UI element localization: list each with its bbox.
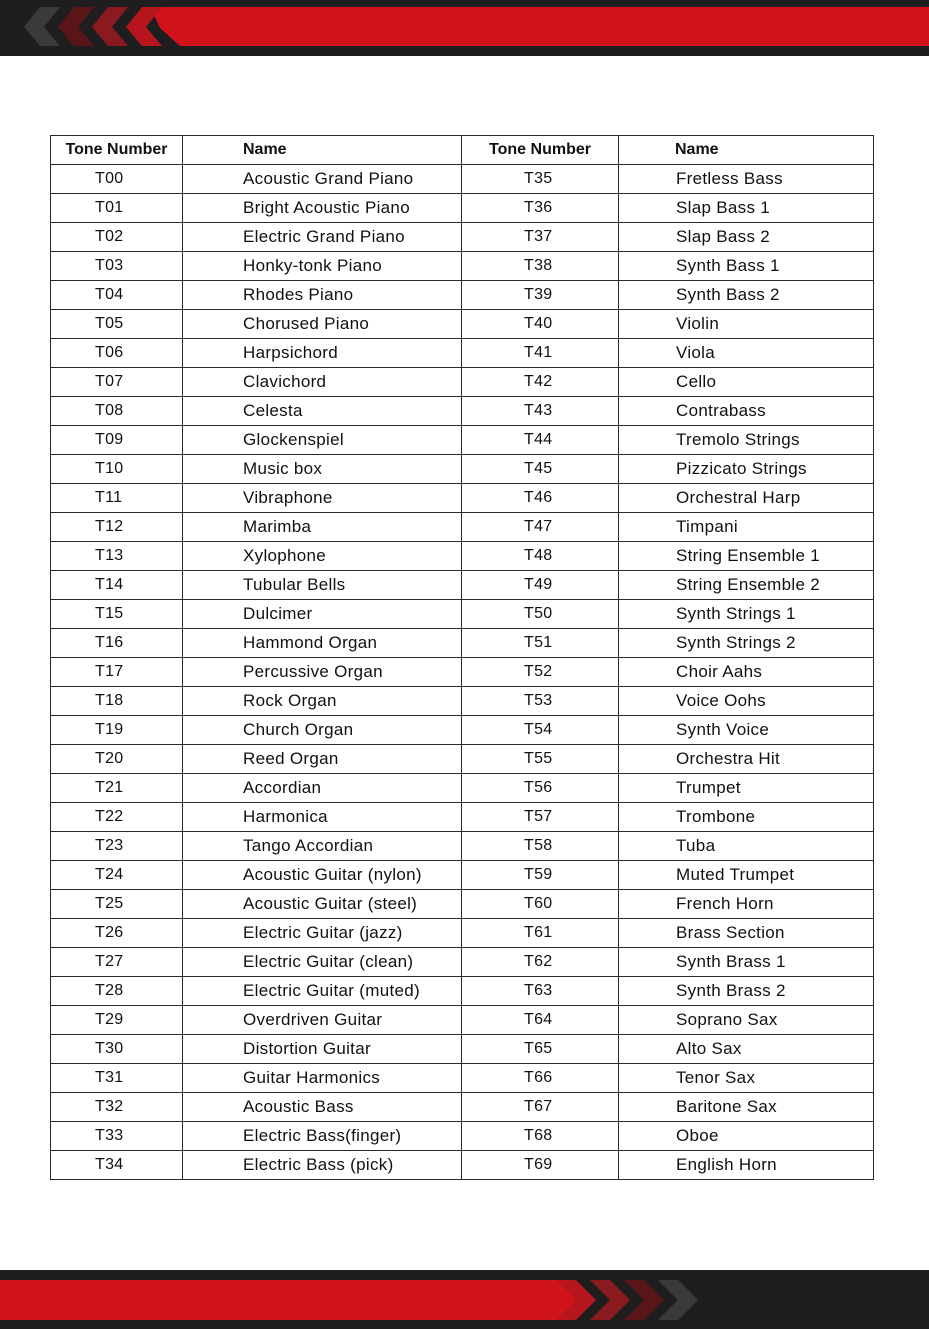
tone-name-right: Violin xyxy=(619,310,874,339)
tone-name-right: Synth Strings 2 xyxy=(619,629,874,658)
tone-name-left: Overdriven Guitar xyxy=(183,1006,462,1035)
tone-name-right: Trumpet xyxy=(619,774,874,803)
tone-name-left: Electric Bass (pick) xyxy=(183,1151,462,1180)
table-row xyxy=(51,368,874,397)
tone-table xyxy=(50,135,874,1180)
tone-name-right: Baritone Sax xyxy=(619,1093,874,1122)
tone-number-right: T37 xyxy=(462,223,619,252)
tone-name-right: Tuba xyxy=(619,832,874,861)
tone-number-left: T26 xyxy=(51,919,183,948)
tone-number-right: T59 xyxy=(462,861,619,890)
tone-name-right: Muted Trumpet xyxy=(619,861,874,890)
tone-number-left: T30 xyxy=(51,1035,183,1064)
tone-number-left: T16 xyxy=(51,629,183,658)
footer-band xyxy=(0,1270,929,1329)
tone-name-left: Acoustic Guitar (steel) xyxy=(183,890,462,919)
tone-name-left: Electric Bass(finger) xyxy=(183,1122,462,1151)
tone-name-left: Music box xyxy=(183,455,462,484)
tone-number-left: T19 xyxy=(51,716,183,745)
tone-name-left: Rock Organ xyxy=(183,687,462,716)
tone-name-left: Xylophone xyxy=(183,542,462,571)
tone-number-right: T62 xyxy=(462,948,619,977)
tone-number-left: T17 xyxy=(51,658,183,687)
tone-name-right: Choir Aahs xyxy=(619,658,874,687)
tone-name-left: Harmonica xyxy=(183,803,462,832)
header-band-red-stripe xyxy=(150,7,929,46)
tone-number-right: T40 xyxy=(462,310,619,339)
table-row xyxy=(51,745,874,774)
tone-number-left: T01 xyxy=(51,194,183,223)
tone-number-right: T65 xyxy=(462,1035,619,1064)
table-row xyxy=(51,803,874,832)
tone-name-right: Trombone xyxy=(619,803,874,832)
tone-name-left: Hammond Organ xyxy=(183,629,462,658)
table-row xyxy=(51,165,874,194)
tone-name-left: Clavichord xyxy=(183,368,462,397)
tone-name-left: Bright Acoustic Piano xyxy=(183,194,462,223)
tone-number-right: T68 xyxy=(462,1122,619,1151)
table-row xyxy=(51,426,874,455)
table-row xyxy=(51,832,874,861)
tone-number-right: T60 xyxy=(462,890,619,919)
tone-number-right: T69 xyxy=(462,1151,619,1180)
table-row xyxy=(51,1093,874,1122)
table-row xyxy=(51,542,874,571)
tone-name-left: Electric Guitar (clean) xyxy=(183,948,462,977)
tone-name-right: Tenor Sax xyxy=(619,1064,874,1093)
tone-name-right: String Ensemble 2 xyxy=(619,571,874,600)
tone-number-left: T02 xyxy=(51,223,183,252)
tone-name-left: Tubular Bells xyxy=(183,571,462,600)
tone-name-right: Viola xyxy=(619,339,874,368)
tone-name-right: Synth Strings 1 xyxy=(619,600,874,629)
tone-name-right: Fretless Bass xyxy=(619,165,874,194)
tone-number-left: T18 xyxy=(51,687,183,716)
tone-name-right: Voice Oohs xyxy=(619,687,874,716)
footer-band-graphic xyxy=(0,1270,929,1329)
tone-number-left: T08 xyxy=(51,397,183,426)
header-tone-number-left: Tone Number xyxy=(51,136,183,165)
tone-name-right: English Horn xyxy=(619,1151,874,1180)
tone-table-body xyxy=(51,165,874,1180)
tone-number-left: T06 xyxy=(51,339,183,368)
header-band xyxy=(0,0,929,56)
tone-number-left: T32 xyxy=(51,1093,183,1122)
table-row xyxy=(51,252,874,281)
tone-number-left: T13 xyxy=(51,542,183,571)
tone-number-left: T09 xyxy=(51,426,183,455)
header-tone-number-right: Tone Number xyxy=(462,136,619,165)
tone-number-right: T61 xyxy=(462,919,619,948)
tone-number-right: T47 xyxy=(462,513,619,542)
tone-number-left: T21 xyxy=(51,774,183,803)
tone-name-left: Percussive Organ xyxy=(183,658,462,687)
tone-name-right: Synth Brass 1 xyxy=(619,948,874,977)
tone-name-left: Electric Guitar (muted) xyxy=(183,977,462,1006)
header-band-graphic xyxy=(0,0,929,56)
tone-name-right: Slap Bass 1 xyxy=(619,194,874,223)
table-row xyxy=(51,513,874,542)
tone-name-left: Distortion Guitar xyxy=(183,1035,462,1064)
tone-name-left: Accordian xyxy=(183,774,462,803)
tone-number-right: T63 xyxy=(462,977,619,1006)
tone-number-left: T14 xyxy=(51,571,183,600)
table-row xyxy=(51,600,874,629)
table-row xyxy=(51,281,874,310)
tone-name-right: Synth Brass 2 xyxy=(619,977,874,1006)
tone-name-left: Glockenspiel xyxy=(183,426,462,455)
tone-number-left: T23 xyxy=(51,832,183,861)
tone-name-left: Electric Grand Piano xyxy=(183,223,462,252)
table-row xyxy=(51,687,874,716)
tone-number-left: T07 xyxy=(51,368,183,397)
tone-number-left: T28 xyxy=(51,977,183,1006)
tone-name-right: String Ensemble 1 xyxy=(619,542,874,571)
tone-name-left: Acoustic Guitar (nylon) xyxy=(183,861,462,890)
tone-number-right: T67 xyxy=(462,1093,619,1122)
tone-name-left: Celesta xyxy=(183,397,462,426)
tone-name-left: Vibraphone xyxy=(183,484,462,513)
tone-name-right: Timpani xyxy=(619,513,874,542)
tone-number-right: T39 xyxy=(462,281,619,310)
tone-number-right: T35 xyxy=(462,165,619,194)
tone-name-left: Chorused Piano xyxy=(183,310,462,339)
header-name-right: Name xyxy=(619,136,874,165)
tone-number-right: T36 xyxy=(462,194,619,223)
tone-number-right: T44 xyxy=(462,426,619,455)
tone-name-right: Synth Bass 2 xyxy=(619,281,874,310)
tone-name-right: Alto Sax xyxy=(619,1035,874,1064)
tone-number-left: T31 xyxy=(51,1064,183,1093)
tone-name-left: Reed Organ xyxy=(183,745,462,774)
tone-number-right: T58 xyxy=(462,832,619,861)
table-row xyxy=(51,310,874,339)
tone-name-left: Acoustic Grand Piano xyxy=(183,165,462,194)
tone-number-left: T12 xyxy=(51,513,183,542)
table-row xyxy=(51,890,874,919)
tone-number-left: T11 xyxy=(51,484,183,513)
tone-name-right: Synth Voice xyxy=(619,716,874,745)
table-row xyxy=(51,223,874,252)
table-row xyxy=(51,397,874,426)
tone-number-right: T51 xyxy=(462,629,619,658)
table-row xyxy=(51,861,874,890)
table-row xyxy=(51,948,874,977)
table-row xyxy=(51,339,874,368)
tone-name-right: Contrabass xyxy=(619,397,874,426)
tone-number-right: T46 xyxy=(462,484,619,513)
tone-name-left: Harpsichord xyxy=(183,339,462,368)
tone-number-right: T53 xyxy=(462,687,619,716)
table-row xyxy=(51,1151,874,1180)
tone-name-right: French Horn xyxy=(619,890,874,919)
table-row xyxy=(51,658,874,687)
tone-number-right: T66 xyxy=(462,1064,619,1093)
tone-number-left: T05 xyxy=(51,310,183,339)
tone-name-left: Rhodes Piano xyxy=(183,281,462,310)
tone-name-left: Acoustic Bass xyxy=(183,1093,462,1122)
tone-number-left: T25 xyxy=(51,890,183,919)
table-row xyxy=(51,629,874,658)
tone-number-right: T56 xyxy=(462,774,619,803)
tone-name-right: Slap Bass 2 xyxy=(619,223,874,252)
table-row xyxy=(51,1064,874,1093)
table-row xyxy=(51,1035,874,1064)
tone-name-right: Cello xyxy=(619,368,874,397)
tone-name-right: Soprano Sax xyxy=(619,1006,874,1035)
table-row xyxy=(51,919,874,948)
tone-name-right: Orchestra Hit xyxy=(619,745,874,774)
tone-number-left: T24 xyxy=(51,861,183,890)
table-row xyxy=(51,774,874,803)
table-row xyxy=(51,484,874,513)
tone-number-left: T22 xyxy=(51,803,183,832)
tone-number-right: T54 xyxy=(462,716,619,745)
tone-number-left: T15 xyxy=(51,600,183,629)
tone-name-left: Dulcimer xyxy=(183,600,462,629)
tone-number-right: T45 xyxy=(462,455,619,484)
tone-number-left: T27 xyxy=(51,948,183,977)
tone-name-right: Synth Bass 1 xyxy=(619,252,874,281)
footer-band-red-stripe xyxy=(0,1280,580,1320)
table-row xyxy=(51,1006,874,1035)
tone-name-right: Orchestral Harp xyxy=(619,484,874,513)
tone-number-right: T52 xyxy=(462,658,619,687)
tone-number-right: T48 xyxy=(462,542,619,571)
tone-number-left: T03 xyxy=(51,252,183,281)
tone-name-left: Marimba xyxy=(183,513,462,542)
tone-name-right: Oboe xyxy=(619,1122,874,1151)
tone-number-right: T64 xyxy=(462,1006,619,1035)
tone-number-left: T33 xyxy=(51,1122,183,1151)
tone-number-right: T38 xyxy=(462,252,619,281)
tone-number-left: T00 xyxy=(51,165,183,194)
tone-number-left: T10 xyxy=(51,455,183,484)
header-name-left: Name xyxy=(183,136,462,165)
tone-number-left: T20 xyxy=(51,745,183,774)
table-row xyxy=(51,977,874,1006)
tone-name-left: Honky-tonk Piano xyxy=(183,252,462,281)
table-row xyxy=(51,1122,874,1151)
table-header-row xyxy=(51,136,874,165)
tone-number-left: T29 xyxy=(51,1006,183,1035)
tone-number-left: T34 xyxy=(51,1151,183,1180)
tone-number-right: T43 xyxy=(462,397,619,426)
tone-number-right: T50 xyxy=(462,600,619,629)
tone-number-right: T49 xyxy=(462,571,619,600)
tone-number-left: T04 xyxy=(51,281,183,310)
tone-name-right: Brass Section xyxy=(619,919,874,948)
tone-name-right: Tremolo Strings xyxy=(619,426,874,455)
tone-number-right: T42 xyxy=(462,368,619,397)
tone-number-right: T41 xyxy=(462,339,619,368)
tone-name-right: Pizzicato Strings xyxy=(619,455,874,484)
table-row xyxy=(51,716,874,745)
table-row xyxy=(51,194,874,223)
tone-name-left: Tango Accordian xyxy=(183,832,462,861)
tone-name-left: Guitar Harmonics xyxy=(183,1064,462,1093)
table-row xyxy=(51,455,874,484)
tone-name-left: Electric Guitar (jazz) xyxy=(183,919,462,948)
tone-number-right: T55 xyxy=(462,745,619,774)
tone-number-right: T57 xyxy=(462,803,619,832)
table-row xyxy=(51,571,874,600)
tone-name-left: Church Organ xyxy=(183,716,462,745)
